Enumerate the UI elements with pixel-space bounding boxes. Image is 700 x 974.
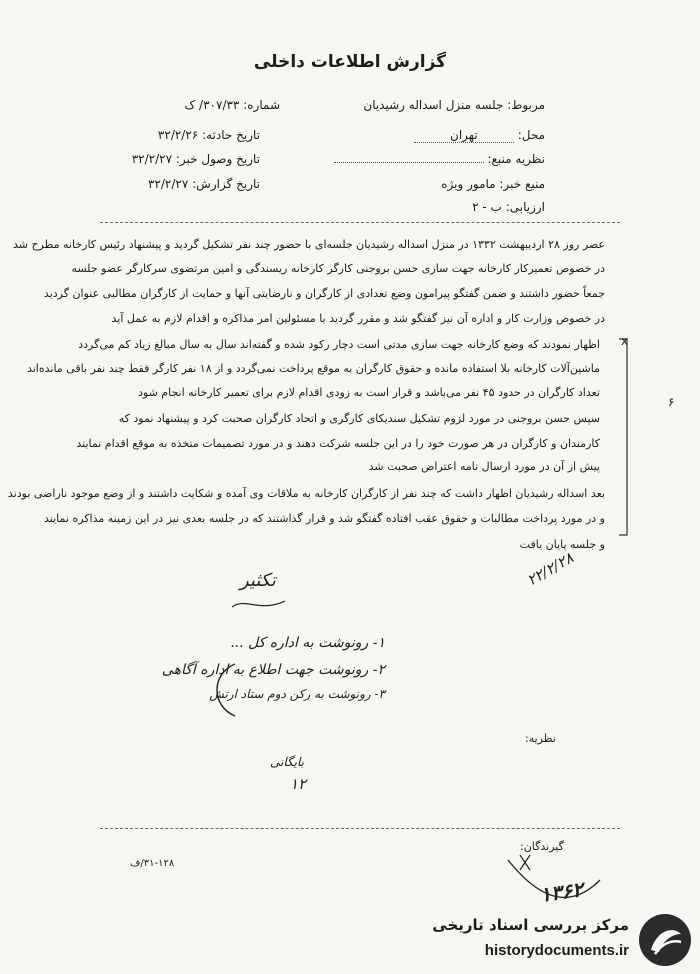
body-line-3: جمعاً حضور داشتند و ضمن گفتگو پیرامون وضع تعدادی از کارگران و نارضایتی آنها و حمایت از کارگران مطالبی عنوان گردید [43,287,605,300]
archive-number: ۱۲ [290,775,307,793]
date-event-label: تاریخ حادثه: [202,128,260,142]
grade-label: ارزیابی: [505,200,545,214]
footer-divider [100,828,620,829]
number-field [185,98,281,112]
handwritten-date: ۲۲/۲/۲۸ [523,548,577,590]
date-receipt-field [132,152,260,166]
watermark-url: historydocuments.ir [484,942,629,959]
number-value: ۳۰۷/۳۳/ ک [184,98,240,112]
number-label: شماره: [243,98,280,112]
evaluation-field [334,152,545,166]
header-divider [100,222,620,223]
date-event-value: ۳۲/۲/۲۶ [157,128,199,142]
watermark-org-name: مرکز بررسی اسناد تاریخی [432,916,629,934]
body-line-5: اظهار نمودند که وضع کارخانه جهت سازی مدتی است دچار رکود شده و گفته‌اند سال به سال مبالغ زیاد کم می‌گردد [78,338,600,351]
date-report-value: ۳۲/۲/۲۷ [148,177,189,191]
from-value: جلسه منزل اسداله رشیدیان [363,98,504,112]
body-line-12: و در مورد پرداخت مطالبات و حقوق عقب افتاده گفتگو شد و قرار گذاشتند که در جلسه بعدی نیز در این زمینه مذاکره نمایند [44,512,605,525]
document-title: گزارش اطلاعات داخلی [253,52,447,72]
distribution-line-2: ۲- رونوشت جهت اطلاع به اداره آگاهی [161,661,385,678]
watermark [405,908,697,970]
handwritten-sign-word: تکثیر [240,570,276,591]
body-line-13: و جلسه پایان یافت [519,538,605,551]
body-line-8: سپس حسن بروجنی در مورد لزوم تشکیل سندیکای کارگری و اتحاد کارگران صحبت کرد و پیشنهاد نمود که [118,412,600,425]
stamp-number: ۱۳۶۲ [538,877,585,907]
svg-text:x: x [621,334,629,348]
place-value: تهران [414,128,514,143]
date-event-field [158,128,260,142]
body-line-7: تعداد کارگران در حدود ۴۵ نفر می‌باشد و قرار است به زودی اقدام لازم برای تعمیر کارخانه انجام شود [138,386,600,399]
archive-word: بایگانی [270,755,304,769]
margin-bracket [615,335,645,545]
grade-field [472,200,545,214]
body-line-9: کارمندان و کارگران در هر صورت خود را در این جلسه شرکت دهند و در مورد تصمیمات متخذه به موقع اقدام نمایند [76,437,600,450]
date-receipt-label: تاریخ وصول خبر: [175,152,260,166]
distribution-line-3: ۳- رونوشت به رکن دوم ستاد ارتش [209,687,385,702]
source-label: منبع خبر: [499,177,545,191]
margin-mark: ۶ [668,395,675,409]
bracket-mark [205,660,245,720]
distribution-lines [162,630,385,706]
place-field [414,128,545,143]
source-value: مامور ویژه [441,177,496,191]
reference-code: ۳۱-۱۲۸/ف [130,858,175,869]
grade-value: ب - ۲ [472,200,502,214]
body-line-4: در خصوص وزارت کار و اداره آن نیز گفتگو شد و مقرر گردید با مسئولین امر مذاکره و اقدام لازم به عمل آید [111,312,605,325]
sign-flourish [230,595,290,615]
body-line-10: پیش از آن در مورد ارسال نامه اعتراض صحبت شد [368,460,600,473]
date-receipt-value: ۳۲/۲/۲۷ [131,152,173,166]
from-field [363,98,545,112]
body-line-11: بعد اسداله رشیدیان اظهار داشت که چند نفر از کارگران کارخانه به ملاقات وی آمده و شکایت داشتند و از وضع موجود ناراضی بودند [7,487,605,500]
body-line-6: ماشین‌آلات کارخانه بلا استفاده مانده و حقوق کارگران به موقع پرداخت نمی‌گردد و از ۱۸ نفر کارگر فقط چند نفر باقی مانده‌اند [26,362,600,375]
evaluation-label: نظریه منبع: [487,152,545,166]
recipients-label: گیرندگان: [520,840,564,853]
reviewer-label: نظریه: [525,732,556,745]
from-label: مربوط: [507,98,545,112]
place-label: محل: [517,128,545,142]
source-field [441,177,545,191]
date-report-field [148,177,260,191]
distribution-line-1: ۱- رونوشت به اداره کل ... [230,635,385,651]
body-line-1: عصر روز ۲۸ اردیبهشت ۱۳۳۲ در منزل اسداله رشیدیان جلسه‌ای با حضور چند نفر تشکیل گردید و پیشنهاد رئیس کارخانه مطرح شد [12,238,605,251]
body-line-2: در خصوص تعمیرکار کارخانه جهت سازی حسن بروجنی کارگر کارخانه ریسندگی و امین مرتضوی سرکارگر عضو جلسه [71,262,605,275]
document-archive-icon [637,912,693,968]
date-report-label: تاریخ گزارش: [192,177,260,191]
